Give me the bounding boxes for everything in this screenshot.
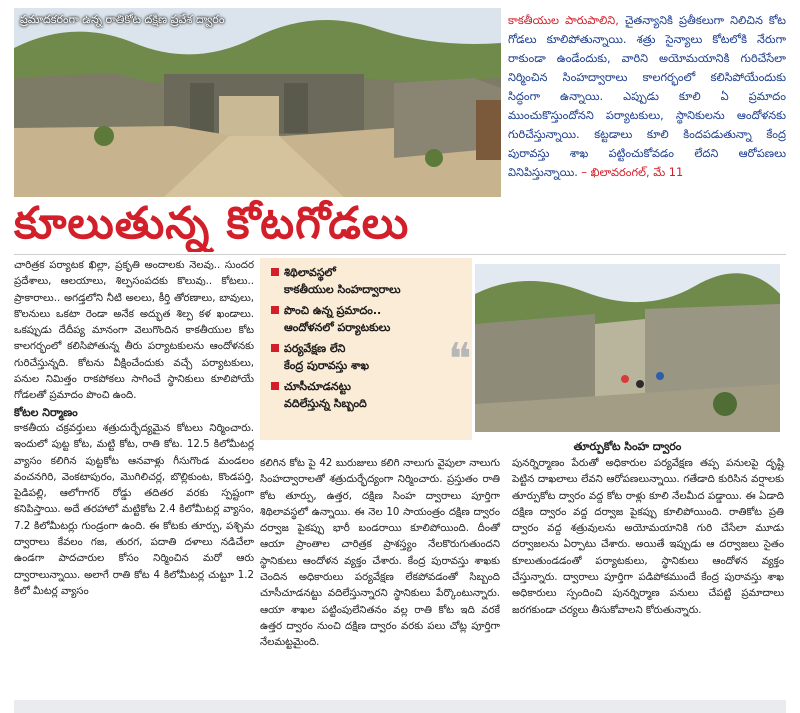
highlight-item: శిథిలావస్థలో కాకతీయుల సింహద్వారాలు xyxy=(268,264,464,298)
east-fort-gate-photo xyxy=(475,264,780,432)
fort-gate-illustration xyxy=(475,264,780,432)
intro-lead: కాకతీయుల పారుపాలిని, xyxy=(508,14,619,27)
article-column-3 xyxy=(512,456,784,696)
top-photo-caption: ప్రమాదకరంగా ఉన్న రాతికోట దక్షిణ ప్రవేశ ద్వారం xyxy=(20,13,225,26)
col1-paragraph-2: కాకతీయ చక్రవర్తులు శత్రుదుర్భేద్యమైన కోటలు నిర్మించారు. ఇందులో పుట్ట కోట, మట్టి కోట, రాతి కోట. 12.5 కిలోమీటర్ల వ్యాసం కలిగిన పుట్టకోట ఆనవాళ్లు గీసుగొండ మండలం వంచనగిరి, వెంకటాపురం, మొగిలిచర్ల, బొల్లికుంట, కొండపర్తి, పైడిపల్లి, ఆలోగాగర్ రోడ్డు తదితర వరకు స్పష్టంగా కనిపిస్తాయి. అదే తరహాలో మట్టికోట 2.4 కిలోమీటర్ల వ్యాసం, 7.2 కిలోమీటర్లు గుండ్రంగా ఉంది. ఈ కోటకు తూర్పు, పశ్చిమ ద్వారాలు కేవలం గజ, తురగ, పదాతి దళాలు నడిచేలా ఉండగా పాదచారుల కోసం నిర్మించిన మరో ఆరు ద్వారాలున్నాయి. అలాగే రాతి కోట 4 కిలోమీటర్ల చుట్టూ 1.2 కిలో మీటర్ల వ్యాసం xyxy=(14,422,254,597)
section-divider xyxy=(14,254,786,255)
intro-paragraph xyxy=(508,11,786,249)
col1-subhead: కోటల నిర్మాణం xyxy=(14,405,78,419)
next-article-strip xyxy=(14,700,786,713)
fort-south-entrance-photo xyxy=(14,8,501,197)
article-column-2 xyxy=(260,456,500,696)
highlight-item: పొంచి ఉన్న ప్రమాదం.. ఆందోళనలో పర్యాటకులు xyxy=(268,302,464,336)
article-column-1 xyxy=(14,258,254,698)
mid-photo-caption: తూర్పుకోట సింహ ద్వారం xyxy=(573,440,682,453)
dateline: – ఖిలావరంగల్, మే 11 xyxy=(581,166,684,179)
quote-mark-icon: ❝ xyxy=(448,334,472,385)
fort-ruins-illustration xyxy=(14,8,501,197)
intro-body: చైతన్యానికి ప్రతీకలుగా నిలిచిన కోట గోడలు కూలిపోతున్నాయి. శత్రు సైన్యాలు కోటలోకి నేరుగా రాకుండా ఉండేందుకు, వారిని అయోమయానికి గురిచేసేలా నిర్మించిన సింహద్వారాలు కాలగర్భంలో కలిసిపోయేందుకు సిద్ధంగా ఉన్నాయి. ఎప్పుడు కూలి ఏ ప్రమాదం ముంచుకొస్తుందోనని పర్యాటకులు, స్థానికులను ఆందోళనకు గురిచేస్తున్నాయి. కట్టడాలు కూలి కిందపడుతున్నా కేంద్ర పురావస్తు శాఖ పట్టించుకోవడం లేదని ఆరోపణలు వినిపిస్తున్నాయి. xyxy=(508,14,786,179)
highlight-item: పర్యవేక్షణ లేని కేంద్ర పురావస్తు శాఖ xyxy=(268,340,464,374)
highlight-item: చూసీచూడనట్టు వదిలేస్తున్న సిబ్బంది xyxy=(268,378,464,412)
col2-text: కలిగిన కోట పై 42 బురుజులు కలిగి నాలుగు వైపులా నాలుగు సింహద్వారాలతో శత్రుదుర్భేద్యంగా నిర్మించారు. ప్రస్తుతం రాతి కోట తూర్పు, ఉత్తర, దక్షిణ సింహ ద్వారాలు పూర్తిగా శిథిలావస్థలో ఉన్నాయి. ఈ నెల 10 సాయంత్రం దక్షిణ ద్వారం దర్వాజ పైకప్పు భారీ బండరాయి కూలిపోయింది. దీంతో ఆయా ప్రాంతాల చారిత్రక ప్రాశస్త్యం నేలకొరుగుతుందని స్థానికులు ఆందోళన వ్యక్తం చేశారు. కేంద్ర పురావస్తు శాఖకు చెందిన అధికారులు పర్యవేక్షణ లేకపోవడంతో సిబ్బంది చూసీచూడనట్టు వదిలేస్తున్నారని స్థానికులు పేర్కొంటున్నారు. ఆయా శాఖల పట్టింపులేనితనం వల్ల రాతి కోట ఇది వరకే ఉత్తర ద్వారం నుంచి దక్షిణ ద్వారం వరకు పలు చోట్ల పూర్తిగా నేలమట్టమైంది. xyxy=(260,458,500,649)
headline: కూలుతున్న కోటగోడలు xyxy=(14,198,410,249)
col1-paragraph-1: చారిత్రక పర్యాటక ఖిల్లా, ప్రకృతి అందాలకు నెలవు.. సుందర ప్రదేశాలు, ఆలయాలు, శిల్పసంపదకు కొలువు.. కోటలు.. ప్రాకారాలు.. అగడ్తలోని నీటి అలలు, కీర్తి తోరణాలు, బావులు, కొలనులు ఒకటా రెండా అనేక అద్భుత శిల్ప కళ ఖండాలు. ఒకప్పుడు దేదీప్య మానంగా వెలుగొందిన కాకతీయుల కోట కాలగర్భంలో కలిసిపోతున్న తీరు పర్యాటకులను ఆందోళనకు గురిచేస్తున్నది. కోటను వీక్షించేందుకు వచ్చే పర్యాటకులు, పనుల నిమిత్తం రాకపోకలు సాగించే స్థానికులు కూలిపోయే గోడలతో ప్రమాదం పొంచి ఉంది. xyxy=(14,260,254,402)
col3-text: పునర్నిర్మాణం పేరుతో అధికారుల పర్యవేక్షణ తప్ప పనులపై దృష్టి పెట్టిన దాఖలాలు లేవని ఆరోపణలున్నాయి. గతేడాది కురిసిన వర్షాలకు తూర్పుకోట ద్వారం వద్ద కోట రాళ్లు కూలి నేలమీద పడ్డాయి. ఈ ఏడాది దక్షిణ ద్వారం వద్ద దర్వాజ పైకప్పు కూలిపోయింది. రాతికోట ప్రతి ద్వారం వద్ద శత్రువులను అయోమయానికి గురి చేసేలా మూడు దర్వాజలను ఏర్పాటు చేశారు. అయితే ఇప్పుడు ఆ దర్వాజలు సైతం కూలుతుండడంతో పర్యాటకులు, స్థానికులు ఆందోళన వ్యక్తం చేస్తున్నారు. ద్వారాలు పూర్తిగా పడిపోకముందే కేంద్ర పురావస్తు శాఖ అధికారులు స్పందించి పునర్నిర్మాణ పనులు చేపట్టి ప్రమాదాలు జరగకుండా చర్యలు తీసుకోవాలని కోరుతున్నారు. xyxy=(512,458,784,616)
highlights-box xyxy=(260,258,472,440)
